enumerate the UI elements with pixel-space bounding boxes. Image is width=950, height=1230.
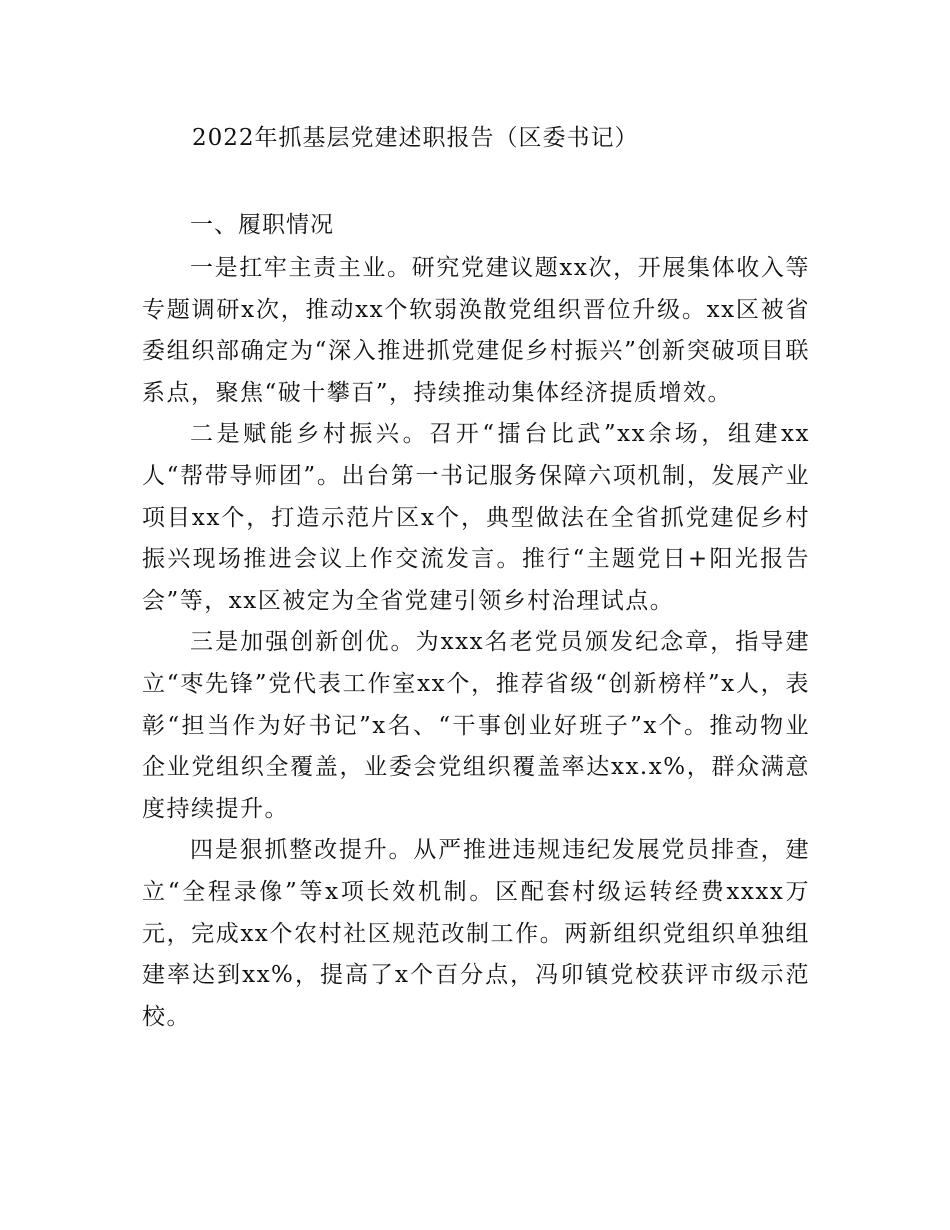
document-title: 2022年抓基层党建述职报告（区委书记） [192,125,639,151]
paragraph-3: 三是加强创新创优。为xxx名老党员颁发纪念章，指导建立“枣先锋”党代表工作室xx个，推荐省级“创新榜样”x人，表彰“担当作为好书记”x名、“干事创业好班子”x个。推动物业企业党组织全覆盖，业委会党组织覆盖率达xx.x%，群众满意度持续提升。 [142,629,810,822]
document-body [142,205,810,1038]
paragraph-2: 二是赋能乡村振兴。召开“擂台比武”xx余场，组建xx人“帮带导师团”。出台第一书记服务保障六项机制，发展产业项目xx个，打造示范片区x个，典型做法在全省抓党建促乡村振兴现场推进会议上作交流发言。推行“主题党日+阳光报告会”等，xx区被定为全省党建引领乡村治理试点。 [142,421,810,614]
paragraph-1: 一是扛牢主责主业。研究党建议题xx次，开展集体收入等专题调研x次，推动xx个软弱涣散党组织晋位升级。xx区被省委组织部确定为“深入推进抓党建促乡村振兴”创新突破项目联系点，聚焦“破十攀百”，持续推动集体经济提质增效。 [142,255,810,406]
paragraph-4: 四是狠抓整改提升。从严推进违规违纪发展党员排查，建立“全程录像”等x项长效机制。区配套村级运转经费xxxx万元，完成xx个农村社区规范改制工作。两新组织党组织单独组建率达到xx%，提高了x个百分点，冯卯镇党校获评市级示范校。 [142,837,810,1030]
section-heading: 一、履职情况 [190,212,334,238]
